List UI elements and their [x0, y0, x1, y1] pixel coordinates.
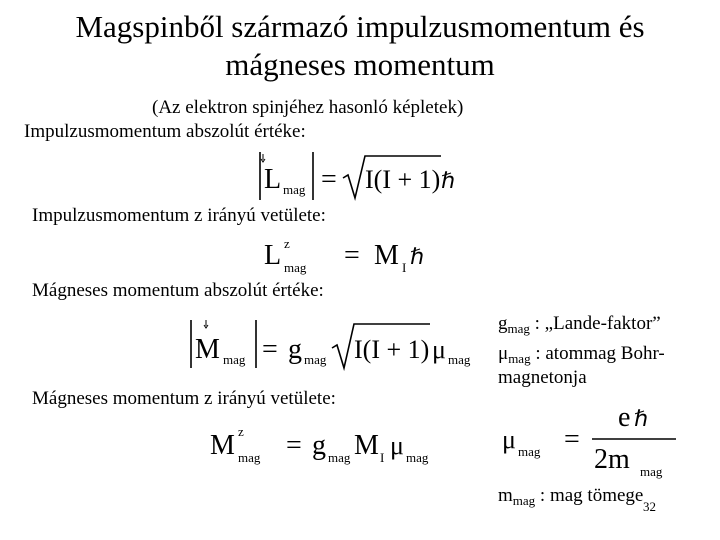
- title-line-1: Magspinből származó impulzusmomentum és: [75, 9, 645, 44]
- formula-L: L: [264, 164, 282, 195]
- formula-magnetic-z: [208, 420, 478, 468]
- note-mu-text: : atommag Bohr-: [530, 343, 665, 364]
- note-m: [498, 484, 643, 512]
- formula-eq3: =: [262, 334, 278, 365]
- formula-eq: =: [321, 164, 337, 195]
- title-line-2: mágneses momentum: [225, 47, 495, 82]
- formula-mu2-sub: mag: [406, 450, 429, 465]
- note-mu-sub: mag: [508, 351, 531, 366]
- page-title: [0, 8, 720, 84]
- formula-mu: μ: [432, 335, 446, 364]
- formula-mu-definition: [500, 396, 690, 482]
- formula-MI: M: [374, 240, 399, 271]
- formula-L2: L: [264, 240, 282, 271]
- formula-MI-sub: I: [402, 260, 407, 275]
- formula-magnetic-abs: [186, 314, 486, 374]
- formula-mu3-sub: mag: [518, 444, 541, 459]
- formula-mu2: μ: [390, 431, 404, 460]
- page-number: 32: [643, 499, 656, 514]
- formula-2m: 2m: [594, 444, 630, 475]
- formula-MI2: M: [354, 430, 379, 461]
- note-mu-symbol: μ: [498, 343, 509, 364]
- formula-sqrt-I: I(I + 1): [365, 165, 441, 194]
- subtitle: (Az elektron spinjéhez hasonló képletek): [152, 97, 464, 118]
- formula-g: g: [288, 334, 302, 365]
- formula-g-sub: mag: [304, 352, 327, 367]
- formula-e: e: [618, 402, 631, 433]
- formula-M2-sub: mag: [238, 450, 261, 465]
- formula-eq2: =: [344, 240, 360, 271]
- note-m-symbol: m: [498, 485, 513, 506]
- formula-mu-sub: mag: [448, 352, 471, 367]
- note-g-symbol: g: [498, 313, 508, 334]
- formula-g2-sub: mag: [328, 450, 351, 465]
- formula-M: M: [195, 334, 220, 365]
- note-mu-text-2: magnetonja: [498, 367, 587, 388]
- note-g: [498, 312, 661, 340]
- note-g-sub: mag: [507, 321, 530, 336]
- formula-hbar: ℏ: [441, 168, 455, 193]
- formula-MI2-sub: I: [380, 450, 385, 465]
- formula-L2-sub: mag: [284, 260, 307, 275]
- note-m-sub: mag: [512, 493, 536, 508]
- formula-g2: g: [312, 430, 326, 461]
- formula-hbar3: ℏ: [634, 406, 648, 431]
- formula-impulse-z: [262, 232, 452, 276]
- formula-hbar2: ℏ: [410, 244, 424, 269]
- formula-sqrt-I-2: I(I + 1): [354, 335, 430, 364]
- label-magnetic-abs: Mágneses momentum abszolút értéke:: [32, 280, 324, 301]
- label-impulse-abs: Impulzusmomentum abszolút értéke:: [24, 121, 306, 142]
- note-g-text: : „Lande-faktor”: [529, 313, 661, 334]
- formula-mu3: μ: [502, 425, 516, 454]
- formula-L-sub: mag: [283, 182, 306, 197]
- label-impulse-z: Impulzusmomentum z irányú vetülete:: [32, 205, 326, 226]
- formula-L2-sup: z: [284, 236, 290, 251]
- formula-eq5: =: [564, 424, 580, 455]
- formula-eq4: =: [286, 430, 302, 461]
- formula-M2: M: [210, 430, 235, 461]
- formula-M-sub: mag: [223, 352, 246, 367]
- note-m-text: : mag tömege: [535, 485, 644, 506]
- label-magnetic-z: Mágneses momentum z irányú vetülete:: [32, 388, 336, 409]
- formula-impulse-abs: [255, 148, 455, 204]
- formula-2m-sub: mag: [640, 464, 663, 479]
- formula-M2-sup: z: [238, 424, 244, 439]
